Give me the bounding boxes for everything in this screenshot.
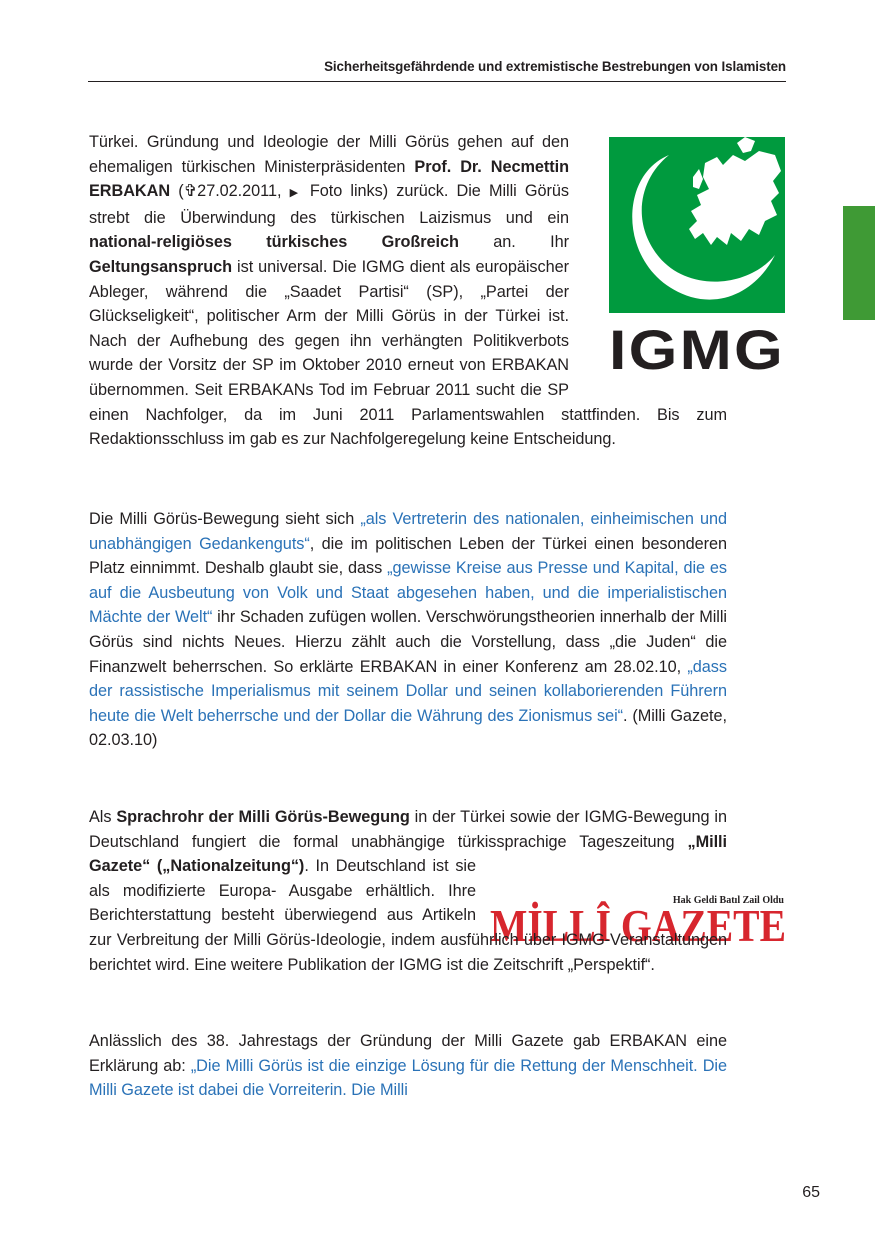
text-run: Foto links) zurück. Die Milli Görüs strebt die Überwindung des türkischen Laizismus und ein [89, 182, 569, 227]
header-rule [88, 81, 786, 82]
quote-text: „dass der rassistische Imperialismus mit seinem Dollar und seinen kollaborierenden Führern heute die Welt beherrsche und der Dollar die Währung des Zionismus sei“ [89, 657, 727, 725]
bold-term: Geltungsanspruch [89, 257, 233, 276]
text-run: Als [89, 808, 117, 826]
quote-text: „als Vertreterin des nationalen, einheimischen und unabhängigen Gedankenguts“ [89, 510, 728, 553]
text-run: an. Ihr [458, 233, 569, 252]
text-run: . (Milli Gazete, 02.03.10) [89, 706, 727, 750]
paragraph-4 [89, 1029, 727, 1103]
text-run: als modifizierte Europa- Ausgabe erhältlich. Ihre Berichterstattung besteht überwiegend aus Artikeln zur Verbreitung der Milli Görüs-Ideologie, indem ausführlich über IGMG-Veranstaltungen berichtet wird. Eine weitere Publikation der IGMG ist die Zeitschrift „Perspektif“. [89, 881, 727, 974]
milli-gazete-name: MİLLÎ GAZETE [490, 900, 786, 945]
arrow-right-icon: ▶ [289, 187, 302, 200]
bold-term: national-religiöses türkisches Großreich [89, 233, 459, 252]
text-run: . In Deutschland ist sie [304, 857, 476, 876]
quote-text: „gewisse Kreise aus Presse und Kapital, die es auf die Ausbeutung von Volk und Staat abgesehen haben, und die imperialistischen Mächte der Welt“ [89, 559, 727, 627]
running-header: Sicherheitsgefährdende und extremistische Bestrebungen von Islamisten [324, 59, 786, 74]
text-run: in der Türkei sowie der IGMG-Bewegung in Deutschland fungiert die formal unabhängige türkissprachige Tageszeitung [89, 808, 727, 851]
text-run: Türkei. Gründung und Ideologie der Milli Görüs gehen auf den ehemaligen türkischen Ministerpräsidenten [89, 133, 569, 176]
text-run: Anlässlich des 38. Jahrestags der Gründung der Milli Gazete gab ERBAKAN eine Erklärung ab: [89, 1032, 727, 1075]
chapter-tab-marker [843, 206, 875, 320]
text-run: , die im politischen Leben der Türkei einen besonderen Platz einnimmt. Deshalb glaubt sie, dass [89, 534, 727, 578]
paragraph-1 [89, 130, 727, 452]
quote-text: „Die Milli Görüs ist die einzige Lösung für die Rettung der Menschheit. Die Milli Gazete ist dabei die Vorreiterin. Die Milli [89, 1056, 727, 1100]
text-run: Die Milli Görüs-Bewegung sieht sich [89, 510, 361, 528]
text-run: ist universal. Die IGMG dient als europäischer Ableger, während die „Saadet Partisi“ (SP), „Partei der Glückseligkeit“, politischer Arm der Milli Görüs in der Türkei ist. Nach der Aufhebung des gegen ihn verhängten Politikverbots wurde der Vorsitz der SP im Oktober 2010 erneut von ERBAKAN übernommen. Seit ERBAKANs Tod im Februar 2011 sucht die SP einen Nachfolger, da im Juni 2011 Parlamentswahlen stattfinden. Bis zum Redaktionsschluss im gab es zur Nachfolgeregelung keine Entscheidung. [89, 257, 727, 449]
igmg-logo-text: IGMG [609, 318, 785, 373]
paragraph-3 [89, 805, 727, 977]
paragraph-2 [89, 507, 727, 753]
igmg-logo-spacer [591, 134, 786, 380]
text-run: ihr Schaden zufügen wollen. Verschwörungstheorien innerhalb der Milli Görüs sind nichts Neues. Hierzu zählt auch die Vorstellung, dass „die Juden“ die Finanzwelt beherrschen. So erklärte ERBAKAN in einer Konferenz am 28.02.10, [89, 608, 727, 676]
milli-gazete-slogan: Hak Geldi Batıl Zail Oldu [672, 895, 784, 906]
bold-name: Prof. Dr. Necmettin ERBAKAN [89, 157, 569, 201]
bold-term: Sprachrohr der Milli Görüs-Bewegung [116, 808, 410, 826]
milli-gazete-logo-spacer [490, 860, 786, 924]
page-number: 65 [802, 1184, 820, 1201]
text-run: (✞27.02.2011, [170, 182, 290, 201]
bold-term: „Milli Gazete“ („Nationalzeitung“) [89, 832, 727, 876]
